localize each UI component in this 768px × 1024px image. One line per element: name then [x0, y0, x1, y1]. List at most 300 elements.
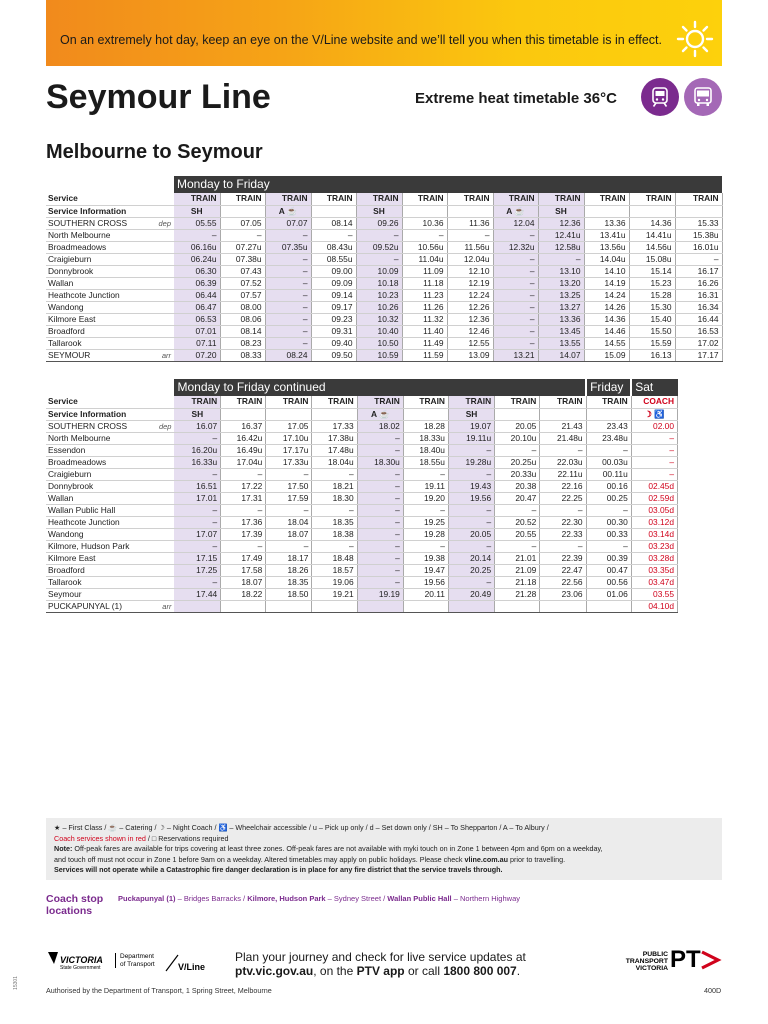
- dep-arr-mark: [152, 588, 174, 600]
- time-cell: 07.35u: [265, 241, 311, 253]
- time-cell: –: [357, 432, 403, 444]
- time-cell: –: [174, 504, 220, 516]
- time-cell: –: [265, 229, 311, 241]
- station-name: Wallan: [46, 277, 152, 289]
- time-cell: 18.04: [266, 516, 312, 528]
- service-info-cell: [266, 408, 312, 420]
- time-cell: 14.07: [538, 349, 584, 361]
- time-cell: 17.49: [221, 552, 266, 564]
- time-cell: 14.36: [584, 313, 629, 325]
- service-info-cell: SH: [356, 205, 402, 217]
- time-cell: 20.14: [448, 552, 494, 564]
- time-cell: –: [540, 540, 586, 552]
- time-cell: –: [265, 253, 311, 265]
- time-cell: 17.07: [174, 528, 220, 540]
- station-name: Kilmore East: [46, 552, 152, 564]
- time-cell: 20.10u: [495, 432, 540, 444]
- legend-box: [46, 818, 722, 880]
- day-header-friday: Friday: [586, 379, 631, 396]
- time-cell: –: [357, 576, 403, 588]
- time-cell: 12.36: [447, 313, 493, 325]
- time-cell: –: [266, 540, 312, 552]
- coach-stop-title: Coach stop locations: [46, 893, 104, 917]
- dep-arr-mark: [152, 337, 174, 349]
- dep-arr-mark: [152, 253, 174, 265]
- time-cell: 18.35: [312, 516, 357, 528]
- time-cell: 14.19: [584, 277, 629, 289]
- time-cell: 13.25: [538, 289, 584, 301]
- table-row: [46, 552, 678, 564]
- station-name: Wandong: [46, 301, 152, 313]
- time-cell: 00.39: [586, 552, 631, 564]
- service-info-cell: A ☕: [493, 205, 538, 217]
- time-cell: 20.25u: [495, 456, 540, 468]
- time-cell: 08.33: [220, 349, 265, 361]
- legend-coach-red: Coach services shown in red: [54, 833, 146, 843]
- service-info-cell: ☽ ♿: [631, 408, 677, 420]
- time-cell: 21.43: [540, 420, 586, 432]
- time-cell: 15.30: [629, 301, 675, 313]
- time-cell: 18.33u: [403, 432, 448, 444]
- time-cell: 20.55: [495, 528, 540, 540]
- time-cell: –: [493, 301, 538, 313]
- department-of-transport-logo: Department of Transport: [115, 953, 155, 968]
- dep-arr-mark: [152, 241, 174, 253]
- time-cell: 10.09: [356, 265, 402, 277]
- time-cell: –: [265, 325, 311, 337]
- service-info-cell: [403, 408, 448, 420]
- time-cell: –: [356, 229, 402, 241]
- service-label: Service: [46, 193, 152, 205]
- time-cell: –: [174, 576, 220, 588]
- time-cell: –: [221, 468, 266, 480]
- time-cell: 03.05d: [631, 504, 677, 516]
- time-cell: 12.19: [447, 277, 493, 289]
- dep-arr-mark: [152, 480, 174, 492]
- time-cell: 15.59: [629, 337, 675, 349]
- time-cell: –: [266, 468, 312, 480]
- time-cell: 07.27u: [220, 241, 265, 253]
- service-type-cell: TRAIN: [540, 396, 586, 408]
- time-cell: [174, 600, 220, 612]
- dep-arr-mark: [152, 540, 174, 552]
- time-cell: 14.26: [584, 301, 629, 313]
- time-cell: 17.22: [221, 480, 266, 492]
- time-cell: 19.19: [357, 588, 403, 600]
- time-cell: –: [448, 576, 494, 588]
- table-row: [46, 576, 678, 588]
- table-row: [46, 313, 722, 325]
- time-cell: 10.40: [356, 325, 402, 337]
- time-cell: –: [357, 564, 403, 576]
- time-cell: 17.25: [174, 564, 220, 576]
- time-cell: 12.58u: [538, 241, 584, 253]
- time-cell: 17.02: [675, 337, 722, 349]
- time-cell: 11.23: [402, 289, 447, 301]
- time-cell: 18.40u: [403, 444, 448, 456]
- time-cell: –: [493, 277, 538, 289]
- time-cell: 14.56u: [629, 241, 675, 253]
- ptv-website-link[interactable]: ptv.vic.gov.au: [235, 964, 314, 978]
- time-cell: 00.33: [586, 528, 631, 540]
- time-cell: –: [631, 468, 677, 480]
- time-cell: 09.23: [311, 313, 356, 325]
- time-cell: 03.12d: [631, 516, 677, 528]
- time-cell: 15.40: [629, 313, 675, 325]
- time-cell: 07.05: [220, 217, 265, 229]
- time-cell: 20.49: [448, 588, 494, 600]
- time-cell: 00.56: [586, 576, 631, 588]
- time-cell: 16.20u: [174, 444, 220, 456]
- service-info-cell: [311, 205, 356, 217]
- time-cell: 06.53: [174, 313, 220, 325]
- timetable-weekday: [46, 176, 723, 362]
- table-row: [46, 540, 678, 552]
- time-cell: 04.10d: [631, 600, 677, 612]
- victoria-wordmark: VICTORIA State Government: [60, 955, 103, 971]
- time-cell: 14.36: [629, 217, 675, 229]
- table-row: [46, 564, 678, 576]
- dep-arr-mark: [152, 265, 174, 277]
- time-cell: 20.05: [495, 420, 540, 432]
- dep-arr-mark: [152, 301, 174, 313]
- station-name: Essendon: [46, 444, 152, 456]
- time-cell: 07.38u: [220, 253, 265, 265]
- time-cell: 12.10: [447, 265, 493, 277]
- time-cell: –: [448, 540, 494, 552]
- time-cell: 12.32u: [493, 241, 538, 253]
- time-cell: 19.21: [312, 588, 357, 600]
- time-cell: –: [448, 516, 494, 528]
- time-cell: 07.01: [174, 325, 220, 337]
- time-cell: –: [402, 229, 447, 241]
- station-name: Wandong: [46, 528, 152, 540]
- time-cell: –: [403, 540, 448, 552]
- time-cell: 19.28: [403, 528, 448, 540]
- service-info-cell: A ☕: [357, 408, 403, 420]
- legend-fare-note-2: and touch off must not occur in Zone 1 before 9am on a weekday. Altered timetables may apply on public holidays. Please check vline.com.au prior to travelling.: [54, 854, 566, 864]
- dep-arr-mark: [152, 468, 174, 480]
- table-row: [46, 301, 722, 313]
- vline-wordmark: V/Line: [178, 962, 206, 972]
- spacer-cell: [152, 396, 174, 408]
- day-header: Monday to Friday: [174, 176, 722, 193]
- time-cell: 06.16u: [174, 241, 220, 253]
- banner-text: On an extremely hot day, keep an eye on the V/Line website and we’ll tell you when this timetable is in effect.: [60, 33, 662, 47]
- time-cell: 21.09: [495, 564, 540, 576]
- table-row: [46, 217, 722, 229]
- time-cell: 15.50: [629, 325, 675, 337]
- time-cell: 15.28: [629, 289, 675, 301]
- time-cell: 16.17: [675, 265, 722, 277]
- time-cell: 18.07: [266, 528, 312, 540]
- dep-arr-mark: [152, 504, 174, 516]
- time-cell: 14.41u: [629, 229, 675, 241]
- service-info-cell: [402, 205, 447, 217]
- table-row: [46, 241, 722, 253]
- time-cell: –: [312, 468, 357, 480]
- time-cell: 10.59: [356, 349, 402, 361]
- time-cell: 18.30u: [357, 456, 403, 468]
- time-cell: 06.44: [174, 289, 220, 301]
- table-row: [46, 229, 722, 241]
- time-cell: 19.11u: [448, 432, 494, 444]
- time-cell: 09.00: [311, 265, 356, 277]
- time-cell: 01.06: [586, 588, 631, 600]
- time-cell: 07.07: [265, 217, 311, 229]
- time-cell: 16.34: [675, 301, 722, 313]
- time-cell: –: [174, 432, 220, 444]
- time-cell: 17.15: [174, 552, 220, 564]
- dep-arr-mark: [152, 576, 174, 588]
- time-cell: 16.42u: [221, 432, 266, 444]
- time-cell: 15.38u: [675, 229, 722, 241]
- time-cell: 22.56: [540, 576, 586, 588]
- service-type-cell: TRAIN: [675, 193, 722, 205]
- time-cell: 17.48u: [312, 444, 357, 456]
- time-cell: –: [493, 265, 538, 277]
- time-cell: 19.25: [403, 516, 448, 528]
- time-cell: 12.24: [447, 289, 493, 301]
- time-cell: –: [493, 289, 538, 301]
- time-cell: –: [312, 540, 357, 552]
- service-type-cell: TRAIN: [220, 193, 265, 205]
- service-info-cell: [495, 408, 540, 420]
- service-label: Service: [46, 396, 152, 408]
- time-cell: 16.26: [675, 277, 722, 289]
- time-cell: 07.43: [220, 265, 265, 277]
- time-cell: 22.39: [540, 552, 586, 564]
- time-cell: 19.07: [448, 420, 494, 432]
- service-info-cell: SH: [448, 408, 494, 420]
- service-info-cell: A ☕: [265, 205, 311, 217]
- time-cell: 10.56u: [402, 241, 447, 253]
- time-cell: 17.05: [266, 420, 312, 432]
- time-cell: –: [265, 277, 311, 289]
- time-cell: 15.08u: [629, 253, 675, 265]
- time-cell: 14.04u: [584, 253, 629, 265]
- time-cell: 16.01u: [675, 241, 722, 253]
- spacer-cell: [152, 205, 174, 217]
- table-row: [46, 444, 678, 456]
- time-cell: 00.30: [586, 516, 631, 528]
- time-cell: 22.30: [540, 516, 586, 528]
- time-cell: 09.09: [311, 277, 356, 289]
- dep-arr-mark: [152, 432, 174, 444]
- station-name: Wallan Public Hall: [46, 504, 152, 516]
- coach-stop-list: Puckapunyal (1) – Bridges Barracks / Kilmore, Hudson Park – Sydney Street / Wallan Public Hall – Northern Highway: [118, 894, 520, 903]
- time-cell: 11.36: [447, 217, 493, 229]
- time-cell: 10.32: [356, 313, 402, 325]
- time-cell: [586, 600, 631, 612]
- service-type-cell: TRAIN: [357, 396, 403, 408]
- time-cell: 17.39: [221, 528, 266, 540]
- time-cell: 12.41u: [538, 229, 584, 241]
- dep-arr-mark: [152, 516, 174, 528]
- service-type-cell: TRAIN: [174, 396, 220, 408]
- time-cell: 21.18: [495, 576, 540, 588]
- time-cell: 03.55: [631, 588, 677, 600]
- dep-arr-mark: [152, 528, 174, 540]
- time-cell: [221, 600, 266, 612]
- service-type-cell: COACH: [631, 396, 677, 408]
- time-cell: 15.23: [629, 277, 675, 289]
- station-name: Heathcote Junction: [46, 289, 152, 301]
- station-name: Donnybrook: [46, 480, 152, 492]
- time-cell: –: [357, 504, 403, 516]
- table-row: [46, 432, 678, 444]
- table-row: [46, 420, 678, 432]
- service-info-label: Service Information: [46, 205, 152, 217]
- spacer-cell: [152, 408, 174, 420]
- time-cell: 13.10: [538, 265, 584, 277]
- time-cell: –: [220, 229, 265, 241]
- time-cell: 20.52: [495, 516, 540, 528]
- time-cell: 11.49: [402, 337, 447, 349]
- time-cell: 18.22: [221, 588, 266, 600]
- time-cell: 17.59: [266, 492, 312, 504]
- vline-link[interactable]: vline.com.au: [464, 854, 509, 864]
- time-cell: –: [357, 444, 403, 456]
- time-cell: 02.00: [631, 420, 677, 432]
- time-cell: –: [174, 540, 220, 552]
- time-cell: 17.04u: [221, 456, 266, 468]
- time-cell: –: [357, 528, 403, 540]
- time-cell: 09.50: [311, 349, 356, 361]
- time-cell: 17.33u: [266, 456, 312, 468]
- time-cell: 00.03u: [586, 456, 631, 468]
- time-cell: 13.56u: [584, 241, 629, 253]
- time-cell: 15.14: [629, 265, 675, 277]
- time-cell: 07.11: [174, 337, 220, 349]
- time-cell: 18.21: [312, 480, 357, 492]
- time-cell: –: [403, 468, 448, 480]
- time-cell: [403, 600, 448, 612]
- time-cell: 03.35d: [631, 564, 677, 576]
- time-cell: 10.18: [356, 277, 402, 289]
- print-code: 15301: [12, 976, 19, 990]
- time-cell: 18.30: [312, 492, 357, 504]
- table-row: [46, 588, 678, 600]
- service-type-cell: TRAIN: [403, 396, 448, 408]
- service-info-cell: [675, 205, 722, 217]
- time-cell: 00.25: [586, 492, 631, 504]
- time-cell: 18.55u: [403, 456, 448, 468]
- time-cell: [540, 600, 586, 612]
- time-cell: 09.40: [311, 337, 356, 349]
- ptv-logo: PT: [670, 946, 701, 973]
- time-cell: –: [174, 229, 220, 241]
- time-cell: –: [312, 504, 357, 516]
- time-cell: –: [357, 516, 403, 528]
- time-cell: 21.01: [495, 552, 540, 564]
- time-cell: –: [447, 229, 493, 241]
- time-cell: 12.26: [447, 301, 493, 313]
- service-info-row: [46, 205, 722, 217]
- time-cell: 20.25: [448, 564, 494, 576]
- time-cell: 08.14: [220, 325, 265, 337]
- time-cell: 06.24u: [174, 253, 220, 265]
- time-cell: 10.23: [356, 289, 402, 301]
- time-cell: 18.26: [266, 564, 312, 576]
- station-name: Craigieburn: [46, 468, 152, 480]
- legend-fire-warning: Services will not operate while a Catastrophic fire danger declaration is in place for any fire district that the service travels through.: [54, 865, 503, 874]
- time-cell: 15.33: [675, 217, 722, 229]
- table-row: [46, 253, 722, 265]
- day-header: Monday to Friday continued: [174, 379, 586, 396]
- time-cell: 19.20: [403, 492, 448, 504]
- time-cell: 03.47d: [631, 576, 677, 588]
- time-cell: –: [675, 253, 722, 265]
- time-cell: 08.06: [220, 313, 265, 325]
- time-cell: 14.46: [584, 325, 629, 337]
- time-cell: 07.57: [220, 289, 265, 301]
- time-cell: 19.56: [448, 492, 494, 504]
- station-name: PUCKAPUNYAL (1): [46, 600, 152, 612]
- time-cell: [357, 600, 403, 612]
- time-cell: –: [221, 540, 266, 552]
- table-row: [46, 289, 722, 301]
- service-info-cell: [629, 205, 675, 217]
- time-cell: 16.51: [174, 480, 220, 492]
- station-name: SOUTHERN CROSS: [46, 420, 152, 432]
- time-cell: –: [493, 253, 538, 265]
- time-cell: 14.24: [584, 289, 629, 301]
- time-cell: 15.09: [584, 349, 629, 361]
- service-type-cell: TRAIN: [447, 193, 493, 205]
- time-cell: 19.43: [448, 480, 494, 492]
- time-cell: –: [265, 313, 311, 325]
- spacer-cell: [152, 193, 174, 205]
- dep-arr-mark: [152, 289, 174, 301]
- time-cell: 16.44: [675, 313, 722, 325]
- time-cell: 09.26: [356, 217, 402, 229]
- time-cell: –: [265, 289, 311, 301]
- time-cell: –: [631, 432, 677, 444]
- time-cell: –: [495, 504, 540, 516]
- service-info-cell: [447, 205, 493, 217]
- ptv-phone[interactable]: 1800 800 007: [443, 964, 517, 978]
- time-cell: –: [495, 540, 540, 552]
- service-info-cell: [586, 408, 631, 420]
- service-info-cell: SH: [174, 205, 220, 217]
- service-type-cell: TRAIN: [448, 396, 494, 408]
- dep-arr-mark: arr: [152, 600, 174, 612]
- station-name: Wallan: [46, 492, 152, 504]
- time-cell: 19.38: [403, 552, 448, 564]
- time-cell: 23.43: [586, 420, 631, 432]
- time-cell: 09.14: [311, 289, 356, 301]
- table-row: [46, 492, 678, 504]
- coach-icon: [684, 78, 722, 116]
- time-cell: 20.38: [495, 480, 540, 492]
- service-type-cell: TRAIN: [586, 396, 631, 408]
- dep-arr-mark: [152, 552, 174, 564]
- time-cell: 10.50: [356, 337, 402, 349]
- time-cell: –: [266, 504, 312, 516]
- time-cell: 12.36: [538, 217, 584, 229]
- time-cell: 09.52u: [356, 241, 402, 253]
- time-cell: –: [448, 468, 494, 480]
- service-info-cell: [540, 408, 586, 420]
- time-cell: 16.07: [174, 420, 220, 432]
- sun-icon: [676, 20, 714, 58]
- dep-arr-mark: arr: [152, 349, 174, 361]
- time-cell: –: [493, 337, 538, 349]
- time-cell: 13.36: [538, 313, 584, 325]
- time-cell: –: [174, 468, 220, 480]
- time-cell: –: [631, 444, 677, 456]
